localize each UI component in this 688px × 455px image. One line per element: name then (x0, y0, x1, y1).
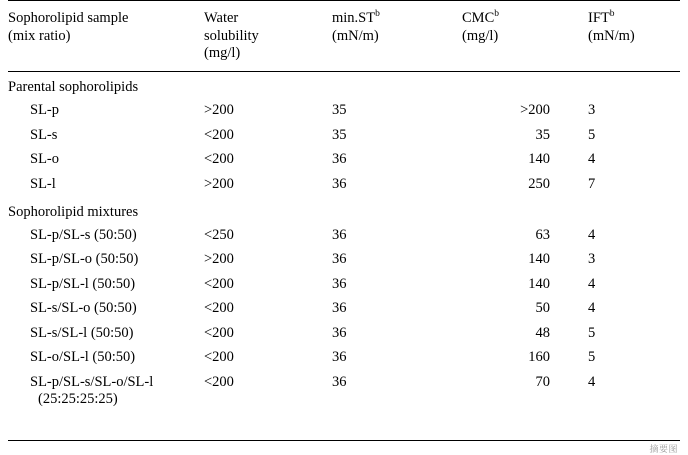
sample-label: SL-o/SL-l (50:50) (30, 349, 136, 366)
sample-label: SL-o (30, 151, 59, 168)
cell-sample (8, 223, 204, 247)
column-header-cmc (462, 1, 588, 72)
cell-sample (8, 172, 204, 196)
column-header-sample-line1: Sophorolipid sample (8, 10, 129, 26)
cell-water-solubility: >200 (204, 102, 234, 119)
column-header-cmc-line1 (462, 10, 588, 28)
column-header-cmc-line2: (mg/l) (462, 27, 499, 44)
column-header-water-solubility (204, 1, 332, 72)
cell-cmc (462, 99, 588, 123)
cell-min-st: 36 (332, 373, 347, 390)
column-header-solubility-line1: Water (204, 10, 239, 26)
column-header-minst-line2: (mN/m) (332, 27, 379, 44)
table-row (8, 248, 680, 272)
table-header (8, 1, 680, 72)
column-header-cmc-footnote: b (494, 9, 499, 20)
table-row (8, 172, 680, 196)
cell-min-st: 36 (332, 349, 347, 366)
cell-water-solubility: <200 (204, 349, 234, 366)
table-section-header (8, 197, 680, 224)
cell-water-solubility: >200 (204, 175, 234, 192)
table-row (8, 346, 680, 370)
table-row (8, 223, 680, 247)
column-header-cmc-text: CMC (462, 10, 495, 26)
cell-water-solubility: <200 (204, 373, 234, 390)
sample-label: SL-s/SL-l (50:50) (30, 324, 134, 341)
column-header-ift (588, 1, 680, 72)
cell-cmc-value: 140 (528, 275, 550, 292)
cell-cmc-value: 250 (528, 175, 550, 192)
cell-min-st: 36 (332, 226, 347, 243)
cell-sample (8, 272, 204, 296)
cell-water-solubility: <200 (204, 151, 234, 168)
cell-min-st: 36 (332, 300, 347, 317)
column-header-ift-line2: (mN/m) (588, 27, 635, 44)
cell-ift: 4 (588, 226, 596, 243)
sample-label: SL-s (30, 126, 58, 143)
section-title-parental: Parental sophorolipids (8, 79, 139, 96)
table-body (8, 72, 680, 413)
column-header-min-st (332, 1, 462, 72)
watermark-label: 摘要图 (649, 444, 678, 454)
cell-min-st: 36 (332, 251, 347, 268)
cell-cmc (462, 172, 588, 196)
cell-water-solubility: <200 (204, 300, 234, 317)
sophorolipid-properties-table (8, 0, 680, 412)
sample-label: SL-l (30, 175, 56, 192)
cell-min-st: 35 (332, 126, 347, 143)
column-header-sample (8, 1, 204, 72)
table-row (8, 123, 680, 147)
table-row (8, 370, 680, 412)
cell-cmc (462, 321, 588, 345)
column-header-solubility-line2: solubility (204, 27, 259, 44)
sample-label: SL-p/SL-o (50:50) (30, 251, 139, 268)
cell-water-solubility: >200 (204, 251, 234, 268)
table-section-header (8, 72, 680, 99)
cell-min-st: 36 (332, 324, 347, 341)
table-row (8, 321, 680, 345)
cell-cmc (462, 248, 588, 272)
cell-water-solubility: <200 (204, 324, 234, 341)
cell-sample (8, 123, 204, 147)
cell-cmc-value: 160 (528, 349, 550, 366)
cell-cmc (462, 272, 588, 296)
cell-ift: 4 (588, 151, 596, 168)
cell-sample (8, 248, 204, 272)
column-header-ift-line1 (588, 10, 680, 28)
cell-cmc (462, 346, 588, 370)
cell-sample (8, 346, 204, 370)
cell-sample (8, 297, 204, 321)
cell-ift: 4 (588, 300, 596, 317)
cell-min-st: 36 (332, 175, 347, 192)
sample-label: SL-s/SL-o (50:50) (30, 300, 137, 317)
cell-sample (8, 148, 204, 172)
table-bottom-rule (8, 440, 680, 441)
cell-sample (8, 370, 204, 412)
cell-min-st: 36 (332, 151, 347, 168)
cell-cmc-value: 140 (528, 251, 550, 268)
cell-ift: 7 (588, 175, 596, 192)
table-header-row (8, 1, 680, 72)
cell-ift: 3 (588, 102, 596, 119)
column-header-ift-footnote: b (609, 9, 615, 20)
cell-ift: 5 (588, 126, 596, 143)
cell-cmc-value: 140 (528, 151, 550, 168)
section-title-mixtures: Sophorolipid mixtures (8, 203, 139, 220)
sample-label: SL-p/SL-l (50:50) (30, 275, 136, 292)
cell-ift: 4 (588, 373, 596, 390)
cell-cmc (462, 223, 588, 247)
table-row (8, 272, 680, 296)
column-header-solubility-line3: (mg/l) (204, 45, 241, 62)
cell-water-solubility: <200 (204, 126, 234, 143)
cell-min-st: 36 (332, 275, 347, 292)
cell-cmc-value: 63 (535, 226, 550, 243)
table-row (8, 297, 680, 321)
column-header-minst-footnote: b (375, 9, 380, 20)
cell-cmc-value: 50 (535, 300, 550, 317)
cell-ift: 5 (588, 324, 596, 341)
sample-label: SL-p/SL-s/SL-o/SL-l (30, 373, 154, 390)
cell-cmc (462, 148, 588, 172)
column-header-minst-line1 (332, 10, 462, 28)
sample-ratio-label: (25:25:25:25) (38, 391, 118, 408)
cell-water-solubility: <250 (204, 226, 234, 243)
cell-ift: 4 (588, 275, 596, 292)
cell-cmc-value: 35 (535, 126, 550, 143)
sample-label: SL-p (30, 102, 59, 119)
sample-label: SL-p/SL-s (50:50) (30, 226, 137, 243)
cell-cmc-value: >200 (520, 102, 550, 119)
cell-cmc-value: 70 (535, 373, 550, 390)
cell-ift: 5 (588, 349, 596, 366)
table-row (8, 148, 680, 172)
column-header-ift-text: IFT (588, 10, 610, 26)
cell-min-st: 35 (332, 102, 347, 119)
cell-cmc (462, 297, 588, 321)
cell-sample (8, 321, 204, 345)
column-header-sample-line2: (mix ratio) (8, 27, 71, 44)
table-row (8, 99, 680, 123)
cell-cmc (462, 123, 588, 147)
cell-sample (8, 99, 204, 123)
cell-ift: 3 (588, 251, 596, 268)
column-header-minst-text: min.ST (332, 10, 376, 26)
cell-cmc-value: 48 (535, 324, 550, 341)
cell-water-solubility: <200 (204, 275, 234, 292)
cell-cmc (462, 370, 588, 412)
